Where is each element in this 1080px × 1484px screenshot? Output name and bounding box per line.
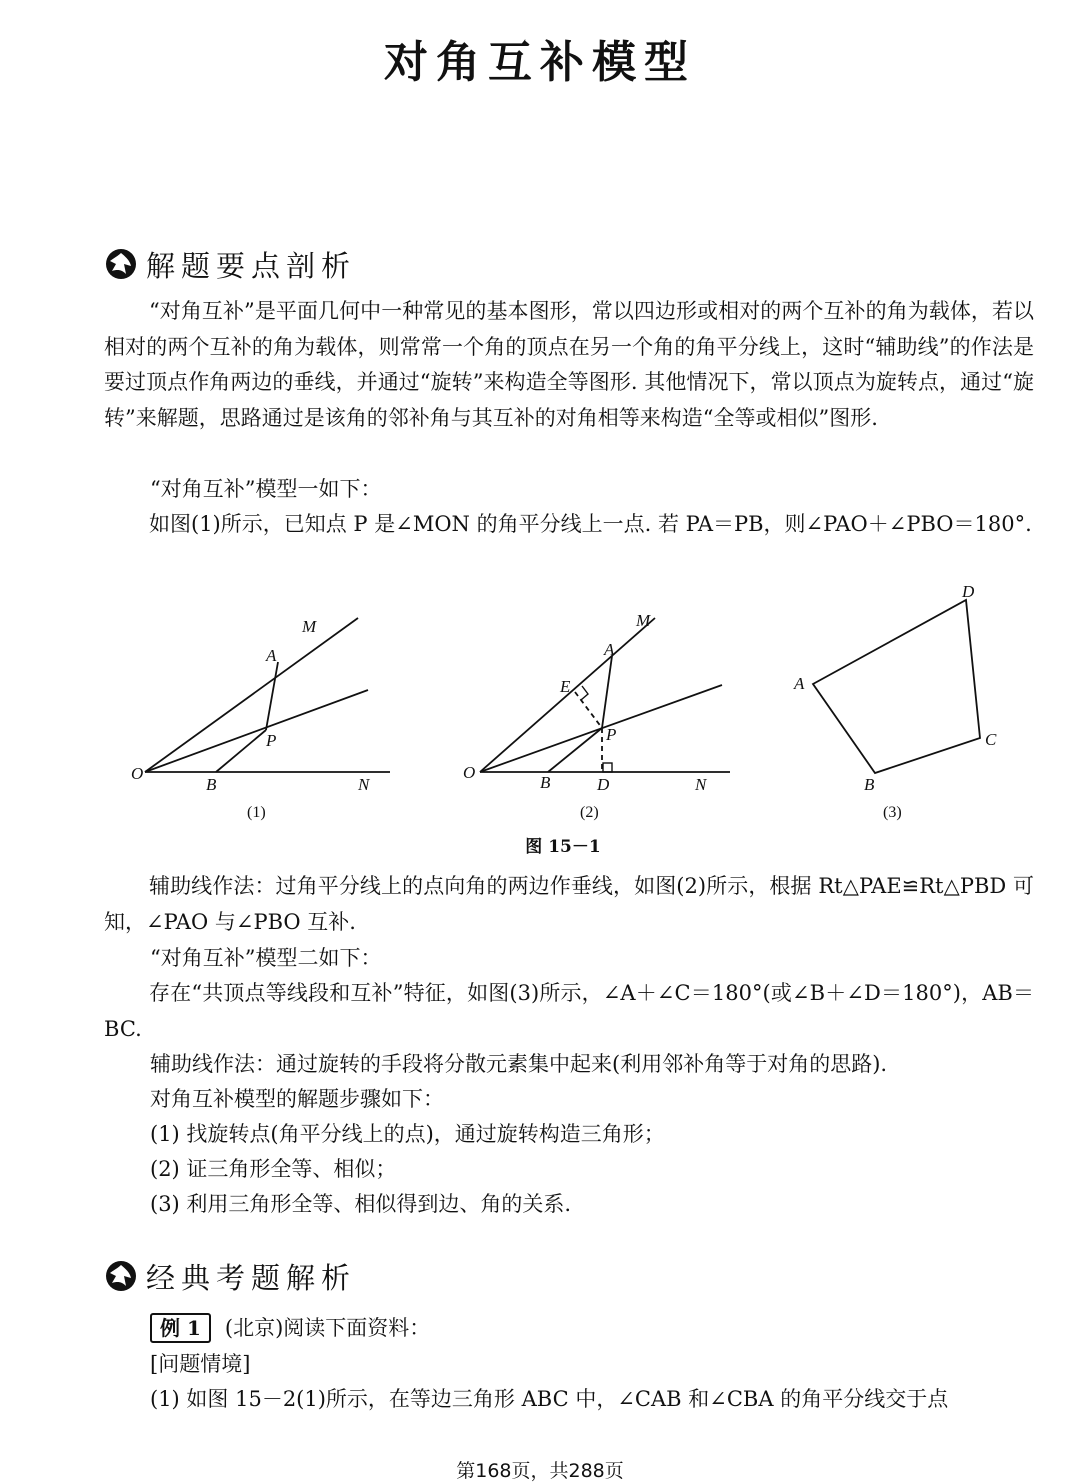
aux-line-method-1: 辅助线作法：过角平分线上的点向角的两边作垂线，如图(2)所示，根据 Rt△PAE≌Rt△PBD 可知，∠PAO 与∠PBO 互补. [104, 874, 1034, 934]
fig2-segment-ap [602, 656, 612, 728]
fig2-label: E [560, 677, 571, 696]
fig1-bisector [145, 690, 368, 772]
figure-subcaption: (2) [580, 804, 599, 821]
fig2-label: B [540, 773, 551, 792]
section-heading-examples: 经典考题解析 [104, 1256, 356, 1296]
step-item: (3) 利用三角形全等、相似得到边、角的关系. [150, 1192, 572, 1216]
fig1-label: B [206, 775, 217, 794]
intro-paragraph: “对角互补”是平面几何中一种常见的基本图形，常以四边形或相对的两个互补的角为载体，若以相对的两个互补的角为载体，则常常一个角的顶点在另一个角的角平分线上，这时“辅助线”的作法是要过顶点作角两边的垂线，并通过“旋转”来构造全等图形. 其他情况下，常以顶点为旋转点，通过“旋转”来解题，思路通过是该角的邻补角与其互补的对角相等来构造“全等或相似”图形. [104, 299, 1034, 430]
problem-situation-label: [问题情境] [150, 1352, 251, 1376]
fig1-label: P [266, 731, 277, 750]
model2-heading: “对角互补”模型二如下： [150, 946, 382, 970]
fig1-ray-om [145, 618, 358, 772]
figure-caption: 图 15－1 [525, 837, 601, 857]
example-source: (北京)阅读下面资料： [224, 1316, 431, 1340]
figure-subcaption: (3) [883, 804, 902, 821]
fig3-label: C [985, 730, 997, 749]
model1-heading: “对角互补”模型一如下： [150, 477, 382, 501]
fig2-label: A [604, 640, 615, 659]
fig3-label: D [962, 582, 975, 601]
fig2-right-angle-e [581, 686, 588, 700]
page-title: 对角互补模型 [384, 37, 696, 88]
fig1-label: N [358, 775, 370, 794]
step-item: (2) 证三角形全等、相似； [150, 1157, 397, 1181]
step-item: (1) 找旋转点(角平分线上的点)，通过旋转构造三角形； [150, 1122, 665, 1146]
fig3-label: B [864, 775, 875, 794]
fig2-label: N [695, 775, 707, 794]
fig2-segment-pb [548, 728, 602, 772]
fig2-right-angle-d [603, 763, 612, 772]
section-badge-icon [104, 1259, 138, 1293]
fig2-label: O [463, 763, 476, 782]
fig2-perp-pe [575, 692, 602, 728]
figure-subcaption: (1) [247, 804, 266, 821]
fig1-label: A [266, 646, 277, 665]
figure-15-1 [120, 580, 1020, 820]
fig1-label: M [302, 617, 317, 636]
steps-heading: 对角互补模型的解题步骤如下： [150, 1087, 444, 1111]
section-badge-icon [104, 247, 138, 281]
fig3-label: A [794, 674, 805, 693]
aux-line-method-2: 辅助线作法：通过旋转的手段将分散元素集中起来(利用邻补角等于对角的思路). [150, 1052, 888, 1076]
fig1-label: O [131, 764, 144, 783]
fig3-quadrilateral [813, 600, 980, 773]
fig1-segment-ap [266, 662, 278, 730]
example-1-item-1: (1) 如图 15－2(1)所示，在等边三角形 ABC 中，∠CAB 和∠CBA 的角平分线交于点 [150, 1387, 949, 1411]
model2-text: 存在“共顶点等线段和互补”特征，如图(3)所示，∠A＋∠C＝180°(或∠B＋∠D＝180°)，AB＝BC. [104, 981, 1034, 1041]
example-tag: 例 1 [150, 1313, 211, 1343]
example-1-header [150, 1311, 430, 1346]
page-footer: 第168页，共288页 [456, 1460, 624, 1482]
section-heading-analysis: 解题要点剖析 [104, 244, 356, 284]
fig2-label: P [606, 725, 617, 744]
fig2-label: M [636, 611, 651, 630]
model1-text: 如图(1)所示，已知点 P 是∠MON 的角平分线上一点. 若 PA＝PB，则∠PAO＋∠PBO＝180°. [149, 512, 1032, 536]
fig2-label: D [597, 775, 610, 794]
